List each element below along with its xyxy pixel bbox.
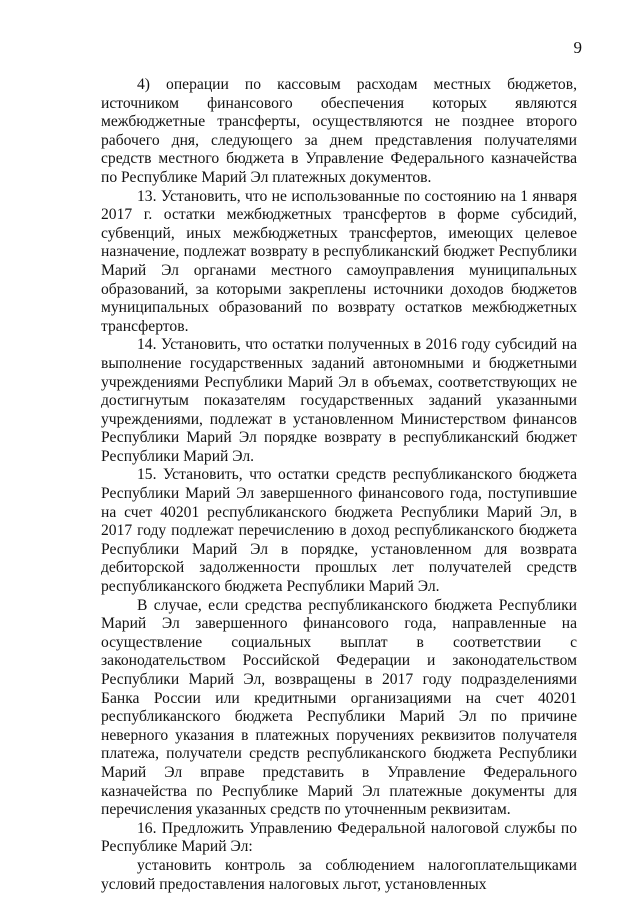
paragraph-16: 16. Предложить Управлению Федеральной налоговой службы по Республике Марий Эл:: [101, 819, 577, 856]
paragraph-15: 15. Установить, что остатки средств республиканского бюджета Республики Марий Эл завершенного финансового года, поступившие на счет 40201 республиканского бюджета Республики Марий Эл, в 2017 году подлежат перечислению в доход республиканского бюджета Республики Марий Эл в порядке, установленном для возврата дебиторской задолженности прошлых лет получателей средств республиканского бюджета Республики Марий Эл.: [101, 466, 577, 596]
paragraph-item-4: 4) операции по кассовым расходам местных бюджетов, источником финансового обеспечения которых являются межбюджетные трансферты, осуществляются не позднее второго рабочего дня, следующего за днем представления получателями средств местного бюджета в Управление Федерального казначейства по Республике Марий Эл платежных документов.: [101, 76, 577, 186]
paragraph-13: 13. Установить, что не использованные по состоянию на 1 января 2017 г. остатки межбюджетных трансфертов в форме субсидий, субвенций, иных межбюджетных трансфертов, имеющих целевое назначение, подлежат возврату в республиканский бюджет Республики Марий Эл органами местного самоуправления муниципальных образований, за которыми закреплены источники доходов бюджетов муниципальных образований по возврату остатков межбюджетных трансфертов.: [101, 187, 577, 335]
paragraph-14: 14. Установить, что остатки полученных в 2016 году субсидий на выполнение государственных заданий автономными и бюджетными учреждениями Республики Марий Эл в объемах, соответствующих не достигнутым показателям государственных заданий указанными учреждениями, подлежат в установленном Министерством финансов Республики Марий Эл порядке возврату в республиканский бюджет Республики Марий Эл.: [101, 336, 577, 465]
page-number: 9: [573, 38, 582, 57]
body-text: [101, 76, 577, 894]
paragraph-16-subitem: установить контроль за соблюдением налогоплательщиками условий предоставления налоговых льгот, установленных: [101, 856, 577, 893]
paragraph-15-continued: В случае, если средства республиканского бюджета Республики Марий Эл завершенного финансового года, направленные на осуществление социальных выплат в соответствии с законодательством Российской Федерации и законодательством Республики Марий Эл, возвращены в 2017 году подразделениями Банка России или кредитными организациями на счет 40201 республиканского бюджета Республики Марий Эл по причине неверного указания в платежных поручениях реквизитов получателя платежа, получатели средств республиканского бюджета Республики Марий Эл вправе представить в Управление Федерального казначейства по Республике Марий Эл платежные документы для перечисления указанных средств по уточненным реквизитам.: [101, 596, 577, 819]
